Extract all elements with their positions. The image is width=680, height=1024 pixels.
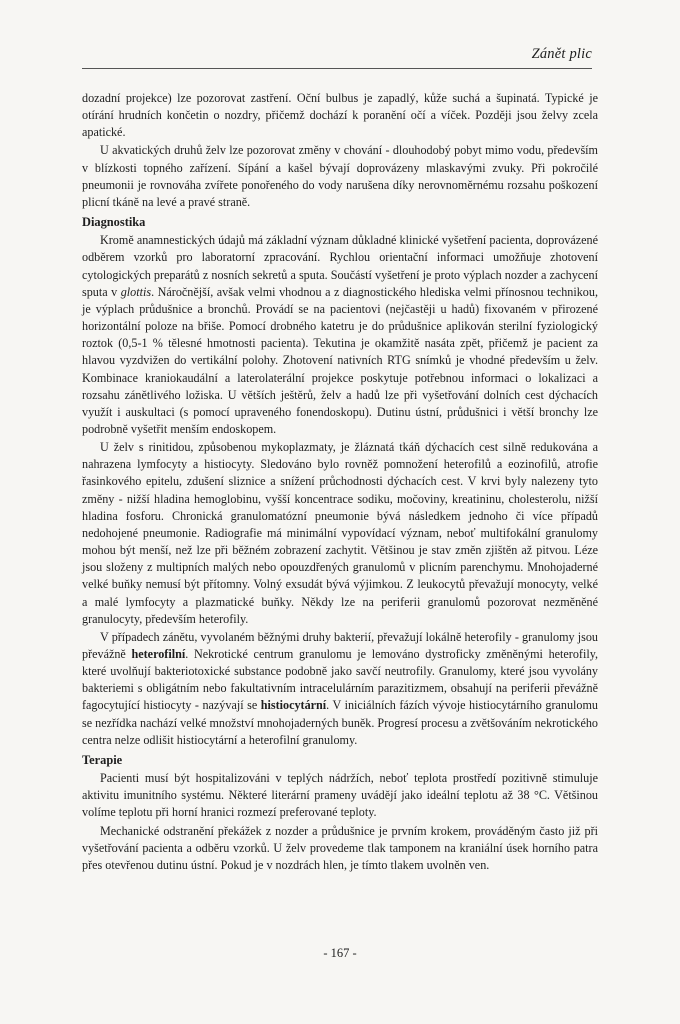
paragraph-terapie-1: Pacienti musí být hospitalizováni v teplých nádržích, neboť teplota prostředí pozitivně stimuluje aktivitu imunitního systému. Některé literární prameny uvádějí jako ideální teplotu až 38 °C. Většinou volíme teplotu při horní hranici rozmezí preferované teploty. <box>82 771 598 820</box>
paragraph-diagnostika-1 <box>82 232 598 438</box>
section-heading-terapie: Terapie <box>82 752 123 767</box>
page-number: - 167 - <box>323 946 357 960</box>
text-run: . Nekrotické centrum granulomu je lemováno dystroficky změněnými heterofily, které uvolňují bakteriotoxické substance podobně jako savčí neutrofily. Granulomy, které jsou vyvolány bakteriemi s obligátním nebo fakultativním intracelulárním parazitizmem, obsahují na periferii převážně fagocytující histiocyty - nazývají se <box>82 647 599 713</box>
text-run: Kromě anamnestických údajů má základní význam důkladné klinické vyšetření pacienta, doprovázené odběrem vzorků pro laboratorní zpracování. Rychlou orientační informaci umožňuje zhotovení cytologických preparátů z nosních sekretů a sputa. Součástí vyšetření je proto výplach nozder a zachycení sputa v <box>82 233 598 299</box>
header-rule <box>82 68 592 69</box>
running-header-title: Zánět plic <box>531 46 592 62</box>
bold-term-heterofilni: heterofilní <box>131 647 186 661</box>
text-run: V případech zánětu, vyvolaném běžnými druhy bakterií, převažují lokálně heterofily - granulomy jsou převážně <box>82 629 598 661</box>
paragraph-continued: dozadní projekce) lze pozorovat zastření. Oční bulbus je zapadlý, kůže suchá a šupinatá. Typické je otírání hrudních končetin o nozdry, přičemž dochází k poranění očí a víček. Později jsou želvy zcela apatické. <box>82 91 598 140</box>
bold-term-histiocytarni: histiocytární <box>260 698 327 713</box>
paragraph-diagnostika-2: U želv s rinitidou, způsobenou mykoplazmaty, je žláznatá tkáň dýchacích cest silně redukována a nahrazena lymfocyty a histiocyty. Sledováno bylo rovněž pomnožení heterofilů a eozinofilů, atrofie řasinkového epitelu, zdušení sliznice a snížení průchodnosti dýchacích cest. V krvi byly nalezeny tyto změny - nižší hladina hemoglobinu, vyšší koncentrace sodiku, močoviny, kreatininu, cholesterolu, nižší hladina fosforu. Chronická granulomatózní pneumonie bývá následkem jednoho či více případů nedohojené pneumonie. Radiografie má minimální vypovídací význam, neboť multifokální granulomy mohou být menší, než lze při běžném zobrazení zachytit. Většinou je stav změn zjištěn až pitvou. Léze jsou složeny z multipních malých nebo opouzdřených granulomů v plicním parenchymu. Mnohojaderné velké buňky nemusí být přítomny. Volný exsudát bývá výjimkou. Z leukocytů převažují monocyty, velké a malé lymfocyty a plazmatické buňky. Někdy lze na periferii granulomů pozorovat nezměněné granulocyty, především heterofily. <box>82 440 598 626</box>
text-run: . Náročnější, avšak velmi vhodnou a z diagnostického hlediska velmi přínosnou technikou, je výplach průdušnice a bronchů. Provádí se na pacientovi (nejčastěji u hadů) fixovaném v přirozené horizontální poloze na břiše. Pomocí drobného katetru je do průdušnice aplikován sterilní fyziologický roztok (0,5-1 % tělesné hmotnosti pacienta). Tekutina je okamžitě nasáta zpět, přičemž je pacient za hlavou vyzdvižen do vertikální polohy. Zhotovení nativních RTG snímků je vhodné především u želv. Kombinace kraniokaudální a laterolaterální projekce poskytuje potřebnou informaci o lokalizaci a rozsahu zánětlivého ložiska. U větších ještěrů, želv a hadů lze při vyšetřování dolních cest dýchacích využít i auskultaci (s pomocí upraveného fonendoskopu). Dutinu ústní, průdušnici i větší bronchy lze podrobně vyšetřit menším endoskopem. <box>82 284 598 436</box>
text-run: . V iniciálních fázích vývoje histiocytárního granulomu se nezřídka nachází velké množství mnohojaderných buněk. Progresí procesu a zvětšováním nekrotického centra nelze odlišit histiocytární a heterofilní granulomy. <box>82 698 598 747</box>
section-heading-diagnostika: Diagnostika <box>82 215 146 230</box>
body-text <box>82 90 598 874</box>
italic-term-glottis: glottis <box>120 284 152 299</box>
paragraph-aquatic-turtles: U akvatických druhů želv lze pozorovat změny v chování - dlouhodobý pobyt mimo vodu, především v blízkosti topného zařízení. Sípání a kašel bývají doprovázeny mlaskavými zvuky. Při pokročilé pneumonii je rovnováha zvířete ponořeného do vody narušena díky nerovnoměrnému rozsahu poškození plicní tkáně na levé a pravé straně. <box>82 143 598 209</box>
paragraph-diagnostika-3 <box>82 629 598 749</box>
paragraph-terapie-2: Mechanické odstranění překážek z nozder a průdušnice je prvním krokem, prováděným často již při vyšetřování pacienta a odběru vzorků. U želv provedeme tlak tamponem na kraniální úsek horního patra přes otevřenou dutinu ústní. Pokud je v nozdrách hlen, je tímto tlakem uvolněn ven. <box>82 823 598 872</box>
